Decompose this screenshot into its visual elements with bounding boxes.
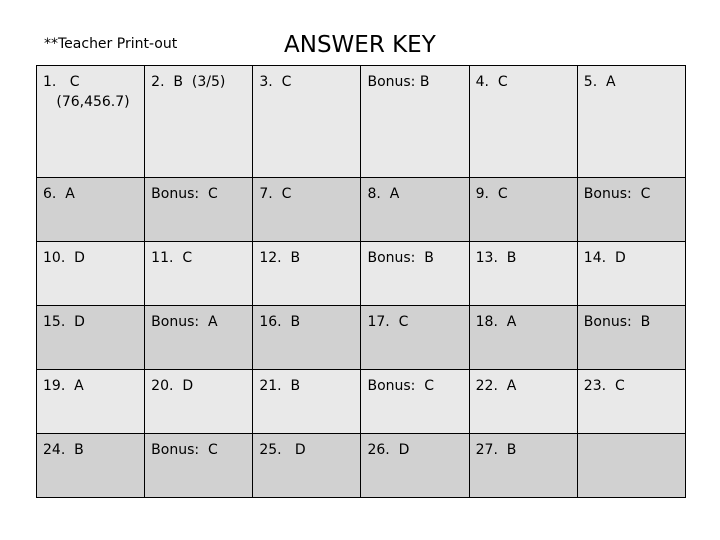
answer-cell: 13. B: [469, 241, 577, 305]
answer-cell: 5. A: [577, 66, 685, 178]
table-row: [37, 177, 686, 241]
answer-cell: 14. D: [577, 241, 685, 305]
answer-cell: Bonus: C: [577, 177, 685, 241]
answer-cell: 21. B: [253, 369, 361, 433]
answer-cell: 19. A: [37, 369, 145, 433]
page-title: ANSWER KEY: [284, 32, 436, 58]
answer-cell: 26. D: [361, 433, 469, 497]
table-row: [37, 66, 686, 178]
answer-cell: 9. C: [469, 177, 577, 241]
answer-cell: 22. A: [469, 369, 577, 433]
table-row: [37, 305, 686, 369]
answer-cell: 23. C: [577, 369, 685, 433]
teacher-note: **Teacher Print-out: [44, 36, 178, 52]
answer-cell: Bonus: B: [361, 66, 469, 178]
answer-cell: 6. A: [37, 177, 145, 241]
table-row: [37, 433, 686, 497]
answer-cell: 4. C: [469, 66, 577, 178]
answer-cell: 12. B: [253, 241, 361, 305]
answer-cell: 18. A: [469, 305, 577, 369]
answer-cell: 8. A: [361, 177, 469, 241]
answer-cell: 10. D: [37, 241, 145, 305]
answer-cell: Bonus: A: [145, 305, 253, 369]
table-row: [37, 369, 686, 433]
answer-cell: Bonus: C: [361, 369, 469, 433]
answer-cell: 17. C: [361, 305, 469, 369]
answer-cell: 11. C: [145, 241, 253, 305]
answer-cell: Bonus: B: [361, 241, 469, 305]
answer-cell: 20. D: [145, 369, 253, 433]
answer-cell: [577, 433, 685, 497]
answer-cell: 15. D: [37, 305, 145, 369]
answer-cell: 7. C: [253, 177, 361, 241]
answer-cell: Bonus: B: [577, 305, 685, 369]
answer-cell: 24. B: [37, 433, 145, 497]
answer-cell: 25. D: [253, 433, 361, 497]
answer-cell: Bonus: C: [145, 177, 253, 241]
table-row: [37, 241, 686, 305]
answer-key-table: [36, 65, 686, 498]
answer-cell: Bonus: C: [145, 433, 253, 497]
answer-cell: 16. B: [253, 305, 361, 369]
answer-cell: 2. B (3/5): [145, 66, 253, 178]
answer-cell: 1. C (76,456.7): [37, 66, 145, 178]
answer-cell: 27. B: [469, 433, 577, 497]
answer-cell: 3. C: [253, 66, 361, 178]
